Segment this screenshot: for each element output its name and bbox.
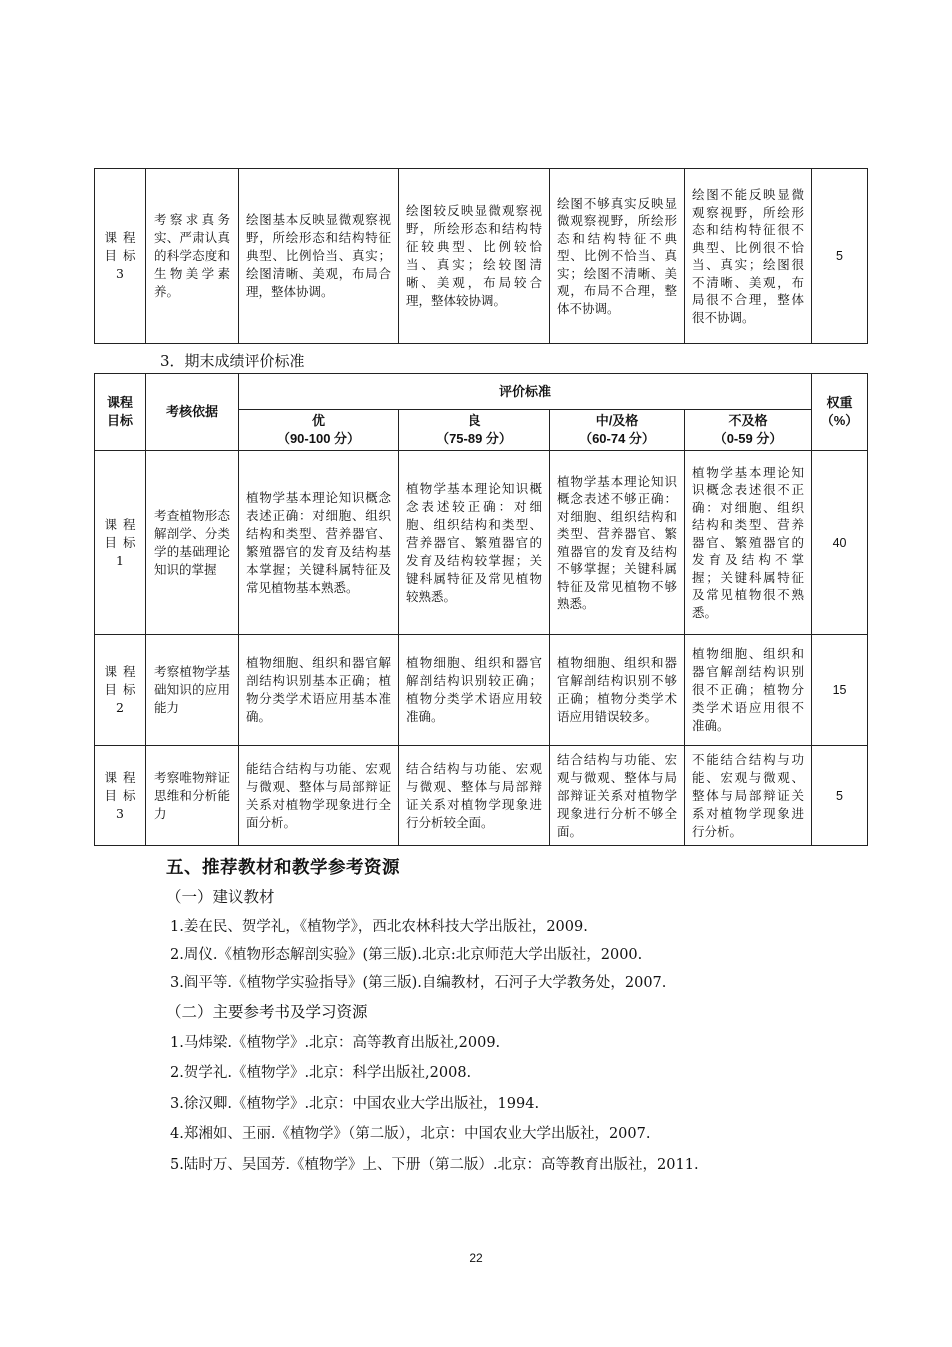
pass-criteria-cell: 绘图不够真实反映显微观察视野，所绘形态和结构特征不典型、比例不恰当、真实；绘图不清晰、美观，布局不合理，整体不协调。 (550, 169, 685, 344)
assessment-basis-cell: 考查植物形态解剖学、分类学的基础理论知识的掌握 (146, 451, 239, 635)
header-good (399, 410, 550, 451)
criteria-table-continued (94, 168, 868, 344)
table-row (95, 746, 868, 846)
section-title: 五、推荐教材和教学参考资源 (166, 858, 400, 878)
reference-item: 4.郑湘如、王丽.《植物学》（第二版），北京：中国农业大学出版社，2007. (170, 1126, 651, 1142)
header-excellent-range: （90-100 分） (276, 431, 361, 446)
course-goal-cell: 课程目标3 (95, 746, 146, 846)
course-goal-cell: 课程目标3 (95, 169, 146, 344)
header-excellent-label: 优 (311, 413, 325, 428)
header-pass-label: 中/及格 (595, 413, 639, 428)
pass-criteria-cell: 植物细胞、组织和器官解剖结构识别不够正确；植物分类学术语应用错误较多。 (550, 635, 685, 746)
header-evaluation-criteria: 评价标准 (239, 374, 812, 410)
header-good-label: 良 (467, 413, 481, 428)
excellent-criteria-cell: 绘图基本反映显微观察视野，所绘形态和结构特征典型、比例恰当、真实；绘图清晰、美观，布局合理，整体协调。 (239, 169, 399, 344)
reference-item: 1.马炜梁.《植物学》.北京：高等教育出版社,2009. (170, 1035, 501, 1051)
good-criteria-cell: 植物细胞、组织和器官解剖结构识别较正确；植物分类学术语应用较准确。 (399, 635, 550, 746)
reference-item: 3.徐汉卿.《植物学》.北京：中国农业大学出版社，1994. (170, 1096, 540, 1112)
header-pass-range: （60-74 分） (579, 431, 655, 446)
reference-item: 2.贺学礼.《植物学》.北京：科学出版社,2008. (170, 1065, 472, 1081)
excellent-criteria-cell: 植物学基本理论知识概念表述正确：对细胞、组织结构和类型、营养器官、繁殖器官的发育及结构基本掌握；关键科属特征及常见植物基本熟悉。 (239, 451, 399, 635)
page-number: 22 (469, 1251, 483, 1265)
fail-criteria-cell: 植物细胞、组织和器官解剖结构识别很不正确；植物分类学术语应用很不准确。 (685, 635, 812, 746)
fail-criteria-cell: 植物学基本理论知识概念表述很不正确：对细胞、组织结构和类型、营养器官、繁殖器官的发育及结构不掌握；关键科属特征及常见植物很不熟悉。 (685, 451, 812, 635)
good-criteria-cell: 结合结构与功能、宏观与微观、整体与局部辩证关系对植物学现象进行分析较全面。 (399, 746, 550, 846)
header-course-goal: 课程目标 (95, 374, 146, 451)
fail-criteria-cell: 绘图不能反映显微观察视野，所绘形态和结构特征很不典型、比例很不恰当、真实；绘图很不清晰、美观，布局很不合理，整体很不协调。 (685, 169, 812, 344)
good-criteria-cell: 植物学基本理论知识概念表述较正确：对细胞、组织结构和类型、营养器官、繁殖器官的发育及结构较掌握；关键科属特征及常见植物较熟悉。 (399, 451, 550, 635)
reference-item: 5.陆时万、吴国芳.《植物学》上、下册（第二版）.北京：高等教育出版社，2011. (170, 1157, 699, 1173)
weight-cell: 5 (812, 169, 868, 344)
header-fail-range: （0-59 分） (713, 431, 783, 446)
textbook-item: 1.姜在民、贺学礼，《植物学》，西北农林科技大学出版社，2009. (170, 919, 588, 935)
weight-cell: 40 (812, 451, 868, 635)
fail-criteria-cell: 不能结合结构与功能、宏观与微观、整体与局部辩证关系对植物学现象进行分析。 (685, 746, 812, 846)
assessment-basis-cell: 考察唯物辩证思维和分析能力 (146, 746, 239, 846)
pass-criteria-cell: 结合结构与功能、宏观与微观、整体与局部辩证关系对植物学现象进行分析不够全面。 (550, 746, 685, 846)
excellent-criteria-cell: 能结合结构与功能、宏观与微观、整体与局部辩证关系对植物学现象进行全面分析。 (239, 746, 399, 846)
header-good-range: （75-89 分） (436, 431, 512, 446)
header-row (95, 374, 868, 410)
weight-cell: 15 (812, 635, 868, 746)
good-criteria-cell: 绘图较反映显微观察视野，所绘形态和结构特征较典型、比例较恰当、真实；绘较图清晰、美观，布局较合理，整体较协调。 (399, 169, 550, 344)
assessment-basis-cell: 考察求真务实、严肃认真的科学态度和生物美学素养。 (146, 169, 239, 344)
course-goal-cell: 课程目标1 (95, 451, 146, 635)
table-row (95, 451, 868, 635)
textbook-item: 2.周仪.《植物形态解剖实验》(第三版).北京:北京师范大学出版社，2000. (170, 947, 643, 963)
header-weight: 权重（%） (812, 374, 868, 451)
header-pass (550, 410, 685, 451)
assessment-basis-cell: 考察植物学基础知识的应用能力 (146, 635, 239, 746)
textbook-item: 3.阎平等.《植物学实验指导》(第三版).自编教材，石河子大学教务处，2007. (170, 975, 667, 991)
header-fail-label: 不及格 (728, 413, 768, 428)
weight-cell: 5 (812, 746, 868, 846)
textbooks-subtitle: （一）建议教材 (166, 888, 275, 906)
final-grade-caption: 3．期末成绩评价标准 (160, 352, 305, 370)
references-subtitle: （二）主要参考书及学习资源 (166, 1003, 368, 1021)
header-excellent (239, 410, 399, 451)
excellent-criteria-cell: 植物细胞、组织和器官解剖结构识别基本正确；植物分类学术语应用基本准确。 (239, 635, 399, 746)
final-grade-table (94, 373, 868, 846)
header-assessment-basis: 考核依据 (146, 374, 239, 451)
table-row (95, 169, 868, 344)
table-row (95, 635, 868, 746)
pass-criteria-cell: 植物学基本理论知识概念表述不够正确：对细胞、组织结构和类型、营养器官、繁殖器官的发育及结构不够掌握；关键科属特征及常见植物不够熟悉。 (550, 451, 685, 635)
course-goal-cell: 课程目标2 (95, 635, 146, 746)
header-fail (685, 410, 812, 451)
